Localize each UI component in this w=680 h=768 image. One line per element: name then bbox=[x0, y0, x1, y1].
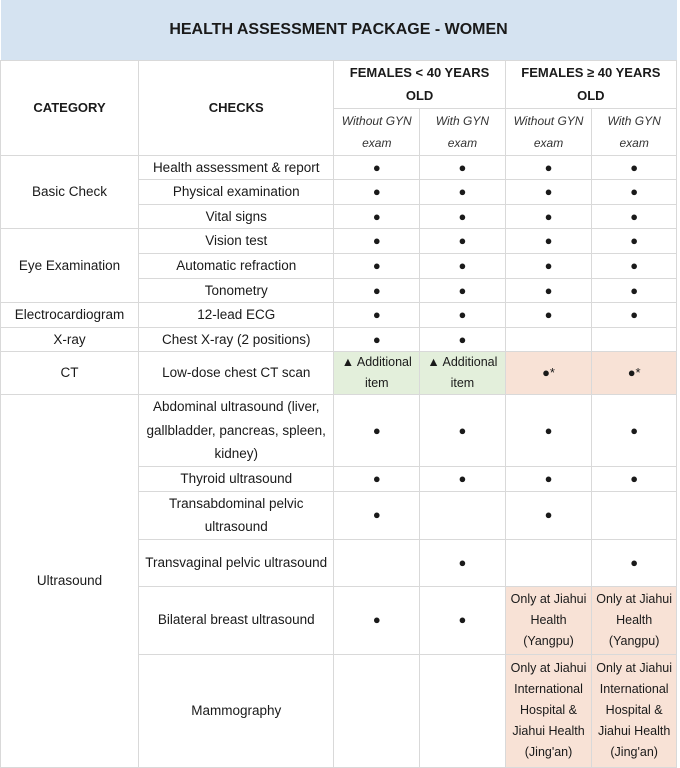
check-name: Abdominal ultrasound (liver, gallbladder, pancreas, spleen, kidney) bbox=[139, 395, 334, 467]
header-checks: CHECKS bbox=[139, 60, 334, 155]
check-name: Transabdominal pelvic ultrasound bbox=[139, 491, 334, 539]
cell-over40-with-gyn: ● bbox=[592, 180, 677, 205]
cell-under40-without-gyn: ● bbox=[334, 155, 420, 180]
cell-under40-without-gyn: ● bbox=[334, 180, 420, 205]
table-row bbox=[1, 395, 677, 467]
cell-under40-with-gyn: ● bbox=[420, 155, 506, 180]
cell-over40-without-gyn-location-note: Only at Jiahui International Hospital & Jiahui Health (Jing'an) bbox=[505, 654, 592, 767]
cell-over40-with-gyn: ● bbox=[592, 467, 677, 492]
table-row bbox=[1, 352, 677, 395]
table-row bbox=[1, 229, 677, 254]
cell-over40-with-gyn-location-note: Only at Jiahui Health (Yangpu) bbox=[592, 586, 677, 654]
subheader-under40-with-gyn: With GYN exam bbox=[420, 108, 506, 155]
check-name: Thyroid ultrasound bbox=[139, 467, 334, 492]
header-category: CATEGORY bbox=[1, 60, 139, 155]
check-name: Mammography bbox=[139, 654, 334, 767]
cell-over40-without-gyn-included-note: ●* bbox=[505, 352, 592, 395]
category-cell: Ultrasound bbox=[1, 395, 139, 768]
check-name: Bilateral breast ultrasound bbox=[139, 586, 334, 654]
cell-over40-with-gyn: ● bbox=[592, 303, 677, 328]
cell-under40-with-gyn: ● bbox=[420, 327, 506, 352]
subheader-under40-without-gyn: Without GYN exam bbox=[334, 108, 420, 155]
category-cell: Basic Check bbox=[1, 155, 139, 229]
cell-over40-with-gyn bbox=[592, 491, 677, 539]
category-cell: Electrocardiogram bbox=[1, 303, 139, 328]
cell-over40-without-gyn: ● bbox=[505, 180, 592, 205]
category-cell: CT bbox=[1, 352, 139, 395]
subheader-over40-without-gyn: Without GYN exam bbox=[505, 108, 592, 155]
cell-under40-with-gyn: ● bbox=[420, 204, 506, 229]
cell-over40-with-gyn: ● bbox=[592, 539, 677, 586]
cell-over40-without-gyn: ● bbox=[505, 303, 592, 328]
cell-under40-without-gyn: ● bbox=[334, 395, 420, 467]
cell-under40-without-gyn bbox=[334, 539, 420, 586]
check-name: 12-lead ECG bbox=[139, 303, 334, 328]
cell-over40-without-gyn: ● bbox=[505, 395, 592, 467]
cell-under40-without-gyn: ● bbox=[334, 253, 420, 278]
cell-under40-without-gyn: ● bbox=[334, 229, 420, 254]
cell-under40-without-gyn: ● bbox=[334, 327, 420, 352]
cell-over40-without-gyn: ● bbox=[505, 278, 592, 303]
cell-under40-without-gyn: ● bbox=[334, 467, 420, 492]
table-row bbox=[1, 303, 677, 328]
check-name: Vital signs bbox=[139, 204, 334, 229]
cell-over40-without-gyn: ● bbox=[505, 253, 592, 278]
cell-under40-with-gyn: ● bbox=[420, 467, 506, 492]
check-name: Vision test bbox=[139, 229, 334, 254]
cell-over40-with-gyn: ● bbox=[592, 229, 677, 254]
cell-under40-with-gyn: ● bbox=[420, 395, 506, 467]
check-name: Automatic refraction bbox=[139, 253, 334, 278]
category-cell: Eye Examination bbox=[1, 229, 139, 303]
cell-under40-with-gyn: ● bbox=[420, 253, 506, 278]
cell-under40-without-gyn: ● bbox=[334, 278, 420, 303]
cell-over40-with-gyn-location-note: Only at Jiahui International Hospital & Jiahui Health (Jing'an) bbox=[592, 654, 677, 767]
header-group-over40: FEMALES ≥ 40 YEARS OLD bbox=[505, 60, 676, 108]
check-name: Physical examination bbox=[139, 180, 334, 205]
cell-under40-with-gyn: ● bbox=[420, 303, 506, 328]
cell-under40-with-gyn-additional: ▲ Additional item bbox=[420, 352, 506, 395]
cell-over40-with-gyn: ● bbox=[592, 278, 677, 303]
cell-under40-with-gyn: ● bbox=[420, 180, 506, 205]
cell-under40-without-gyn: ● bbox=[334, 303, 420, 328]
check-name: Health assessment & report bbox=[139, 155, 334, 180]
category-cell: X-ray bbox=[1, 327, 139, 352]
cell-under40-without-gyn bbox=[334, 654, 420, 767]
cell-over40-without-gyn: ● bbox=[505, 155, 592, 180]
cell-over40-without-gyn: ● bbox=[505, 204, 592, 229]
cell-over40-with-gyn bbox=[592, 327, 677, 352]
table-row bbox=[1, 155, 677, 180]
cell-under40-with-gyn bbox=[420, 491, 506, 539]
cell-under40-with-gyn: ● bbox=[420, 278, 506, 303]
cell-under40-without-gyn-additional: ▲ Additional item bbox=[334, 352, 420, 395]
cell-under40-without-gyn: ● bbox=[334, 204, 420, 229]
cell-under40-without-gyn: ● bbox=[334, 586, 420, 654]
check-name: Transvaginal pelvic ultrasound bbox=[139, 539, 334, 586]
cell-over40-with-gyn: ● bbox=[592, 253, 677, 278]
header-group-under40: FEMALES < 40 YEARS OLD bbox=[334, 60, 505, 108]
cell-over40-with-gyn-included-note: ●* bbox=[592, 352, 677, 395]
check-name: Low-dose chest CT scan bbox=[139, 352, 334, 395]
cell-over40-without-gyn: ● bbox=[505, 467, 592, 492]
cell-over40-with-gyn: ● bbox=[592, 395, 677, 467]
cell-over40-without-gyn bbox=[505, 539, 592, 586]
cell-under40-with-gyn: ● bbox=[420, 229, 506, 254]
cell-over40-without-gyn-location-note: Only at Jiahui Health (Yangpu) bbox=[505, 586, 592, 654]
page-title: HEALTH ASSESSMENT PACKAGE - WOMEN bbox=[1, 0, 677, 60]
cell-over40-without-gyn: ● bbox=[505, 491, 592, 539]
cell-under40-with-gyn bbox=[420, 654, 506, 767]
check-name: Tonometry bbox=[139, 278, 334, 303]
cell-over40-without-gyn bbox=[505, 327, 592, 352]
cell-over40-with-gyn: ● bbox=[592, 155, 677, 180]
check-name: Chest X-ray (2 positions) bbox=[139, 327, 334, 352]
cell-under40-without-gyn: ● bbox=[334, 491, 420, 539]
cell-over40-with-gyn: ● bbox=[592, 204, 677, 229]
subheader-over40-with-gyn: With GYN exam bbox=[592, 108, 677, 155]
cell-under40-with-gyn: ● bbox=[420, 586, 506, 654]
cell-under40-with-gyn: ● bbox=[420, 539, 506, 586]
cell-over40-without-gyn: ● bbox=[505, 229, 592, 254]
table-row bbox=[1, 327, 677, 352]
